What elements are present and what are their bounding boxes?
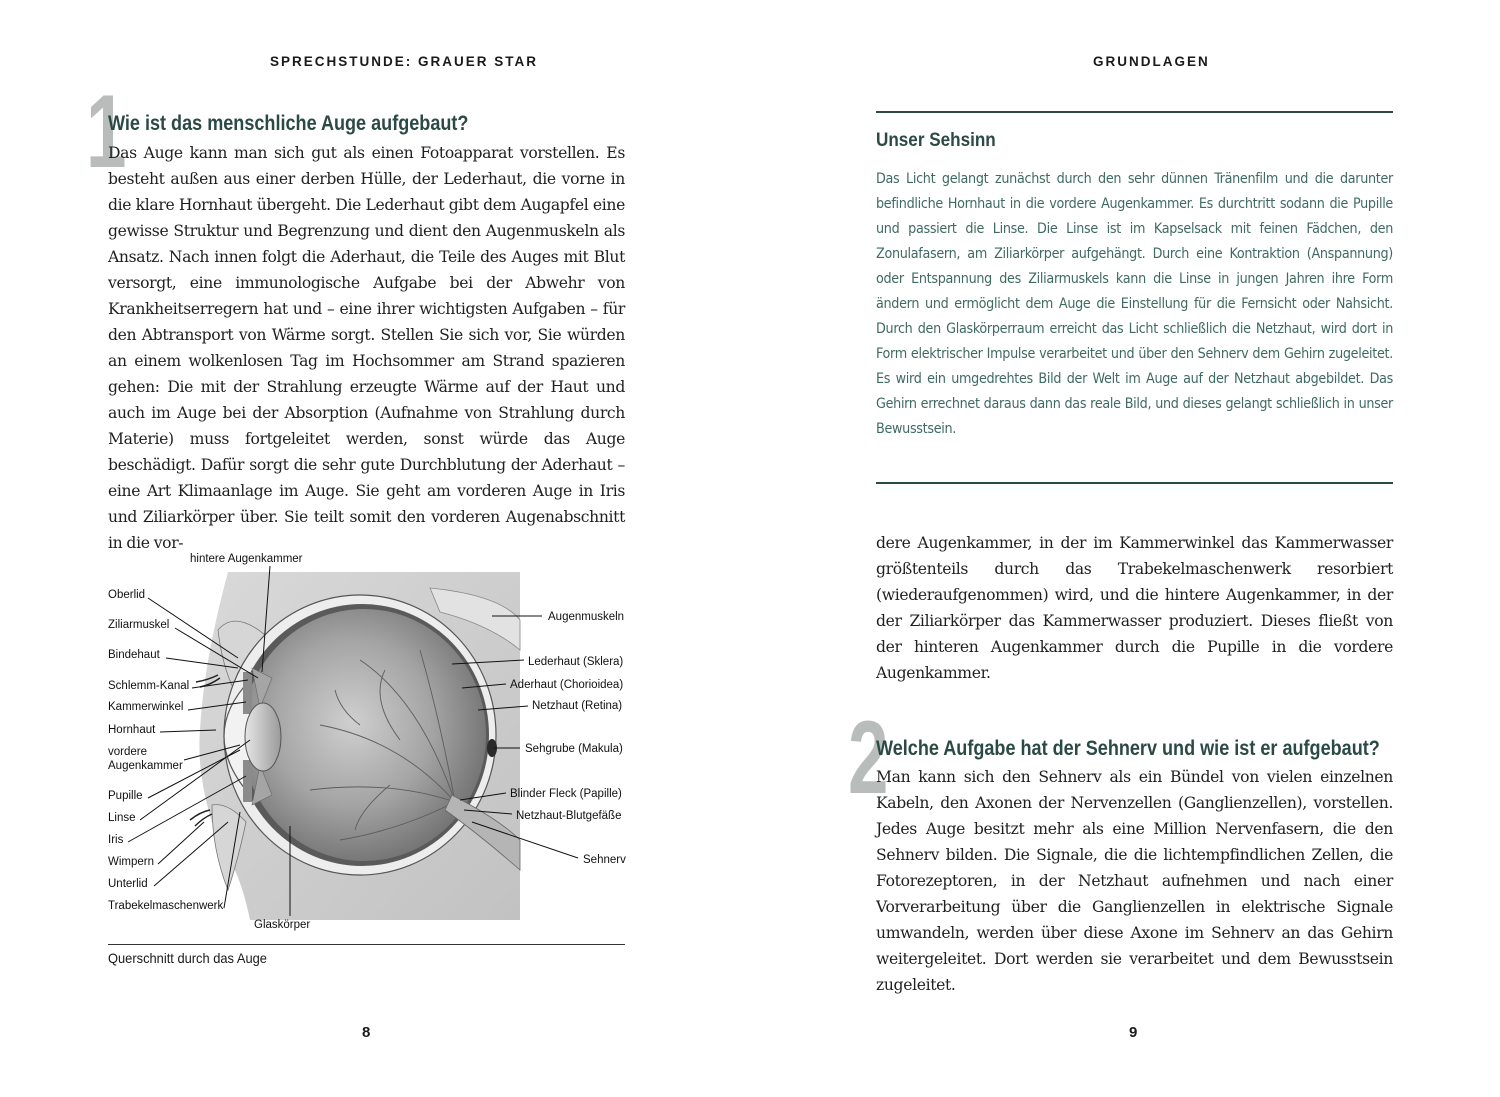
- label-augenmuskeln: Augenmuskeln: [548, 611, 625, 623]
- label-iris: Iris: [108, 834, 124, 846]
- label-trabekelmaschenwerk: Trabekelmaschenwerk: [108, 900, 224, 912]
- label-lederhaut: Lederhaut (Sklera): [528, 656, 624, 668]
- eyelashes-lower: [190, 810, 212, 826]
- left-body-text: Das Auge kann man sich gut als einen Fotoapparat vorstellen. Es besteht außen aus einer derben Hülle, der Lederhaut, die vorne in die klare Hornhaut übergeht. Die Lederhaut gibt dem Augapfel eine gewisse Struktur und Begrenzung und dient den Augenmuskeln als Ansatz. Nach innen folgt die Aderhaut, die Teile des Auges mit Blut versorgt, eine immunologische Aufgabe bei der Abwehr von Krankheitserregern hat und – eine ihrer wichtigsten Aufgaben – für den Abtransport von Wärme sorgt. Stellen Sie sich vor, Sie würden an einem wolkenlosen Tag im Hochsommer am Strand spazieren gehen: Die mit der Strahlung erzeugte Wärme auf der Haut und auch im Auge bei der Absorption (Aufnahme von Strahlung durch Materie) muss fortgeleitet werden, sonst würde das Auge beschädigt. Dafür sorgt die sehr gute Durchblutung der Aderhaut – eine Art Klimaanlage im Auge. Sie geht am vorderen Auge in Iris und Ziliarkörper über. Sie teilt somit den vorderen Augenabschnitt in die vor-: [108, 144, 625, 552]
- label-aderhaut: Aderhaut (Chorioidea): [510, 679, 624, 691]
- label-kammerwinkel: Kammerwinkel: [108, 701, 184, 713]
- label-sehgrube: Sehgrube (Makula): [525, 743, 623, 755]
- label-vordere: vordere: [108, 746, 147, 758]
- iris-lower-shape: [243, 760, 252, 802]
- section-number-2: 2: [848, 700, 889, 816]
- label-bindehaut: Bindehaut: [108, 649, 160, 661]
- label-blinder-fleck: Blinder Fleck (Papille): [510, 788, 622, 800]
- label-hornhaut: Hornhaut: [108, 724, 156, 736]
- right-running-head: GRUNDLAGEN: [1093, 54, 1210, 69]
- question-heading-2: Welche Aufgabe hat der Sehnerv und wie ist er aufgebaut?: [876, 737, 1380, 760]
- section-number-1: 1: [86, 74, 127, 190]
- label-glaskoerper: Glaskörper: [254, 919, 311, 931]
- label-augenkammer: Augenkammer: [108, 760, 183, 772]
- label-netzhaut-blutgefaesse: Netzhaut-Blutgefäße: [516, 810, 622, 822]
- label-wimpern: Wimpern: [108, 856, 155, 868]
- eye-cross-section-figure: [100, 540, 630, 940]
- label-oberlid: Oberlid: [108, 589, 146, 601]
- label-netzhaut: Netzhaut (Retina): [532, 700, 623, 712]
- figure-caption: Querschnitt durch das Auge: [108, 950, 267, 966]
- left-page-number: 8: [362, 1024, 371, 1041]
- label-hintere-augenkammer: hintere Augenkammer: [190, 553, 303, 565]
- caption-rule: [108, 944, 625, 945]
- label-ziliarmuskel: Ziliarmuskel: [108, 619, 170, 631]
- info-box: [876, 111, 1393, 484]
- info-box-text: Das Licht gelangt zunächst durch den sehr dünnen Tränenfilm und die darunter befindliche Hornhaut in die vordere Augenkammer. Es durchtritt sodann die Pupille und passiert die Linse. Die Linse ist im Kapselsack mit feinen Fädchen, den Zonulafasern, am Ziliarkörper aufgehängt. Durch eine Kontraktion (Anspannung) oder Entspannung des Ziliarmuskels kann die Linse in jungen Jahren ihre Form ändern und ermöglicht dem Auge die Einstellung für die Fernsicht oder Nahsicht. Durch den Glaskörperraum erreicht das Licht schließlich die Netzhaut, wird dort in Form elektrischer Impulse verarbeitet und über den Sehnerv dem Gehirn zugeleitet. Es wird ein umgedrehtes Bild der Welt im Auge auf der Netzhaut abgebildet. Das Gehirn errechnet daraus dann das reale Bild, und dieses gelangt schließlich in unser Bewusstsein.: [876, 171, 1393, 437]
- info-box-title: Unser Sehsinn: [876, 130, 996, 151]
- right-page-number: 9: [1129, 1024, 1138, 1041]
- right-body-text: Man kann sich den Sehnerv als ein Bündel von vielen einzelnen Kabeln, den Axonen der Nervenzellen (Ganglienzellen), vorstellen. Jedes Auge besitzt mehr als eine Million Nervenfasern, die den Sehnerv bilden. Die Signale, die die lichtempfindlichen Zellen, die Fotorezeptoren, in der Netzhaut aufnehmen und nach einer Vorverarbeitung über die Ganglienzellen in elektrische Signale umwandeln, werden über diese Axone im Sehnerv an das Gehirn weitergeleitet. Dort werden sie verarbeitet und dem Bewusstsein zugeleitet.: [876, 768, 1393, 994]
- left-running-head: SPRECHSTUNDE: GRAUER STAR: [270, 54, 539, 69]
- label-unterlid: Unterlid: [108, 878, 148, 890]
- label-pupille: Pupille: [108, 790, 143, 802]
- label-schlemm-kanal: Schlemm-Kanal: [108, 680, 190, 692]
- label-linse: Linse: [108, 812, 136, 824]
- label-sehnerv: Sehnerv: [583, 854, 626, 866]
- right-continuation-text: dere Augenkammer, in der im Kammerwinkel das Kammerwasser größtenteils durch das Trabekelmaschenwerk resorbiert (wiederaufgenommen) wird, und die hintere Augenkammer, in der der Ziliarkörper das Kammerwasser produziert. Dieses fließt von der hinteren Augenkammer durch die Pupille in die vordere Augenkammer.: [876, 534, 1393, 682]
- iris-upper-shape: [243, 672, 252, 714]
- question-heading-1: Wie ist das menschliche Auge aufgebaut?: [108, 112, 469, 135]
- lens-shape: [245, 703, 281, 771]
